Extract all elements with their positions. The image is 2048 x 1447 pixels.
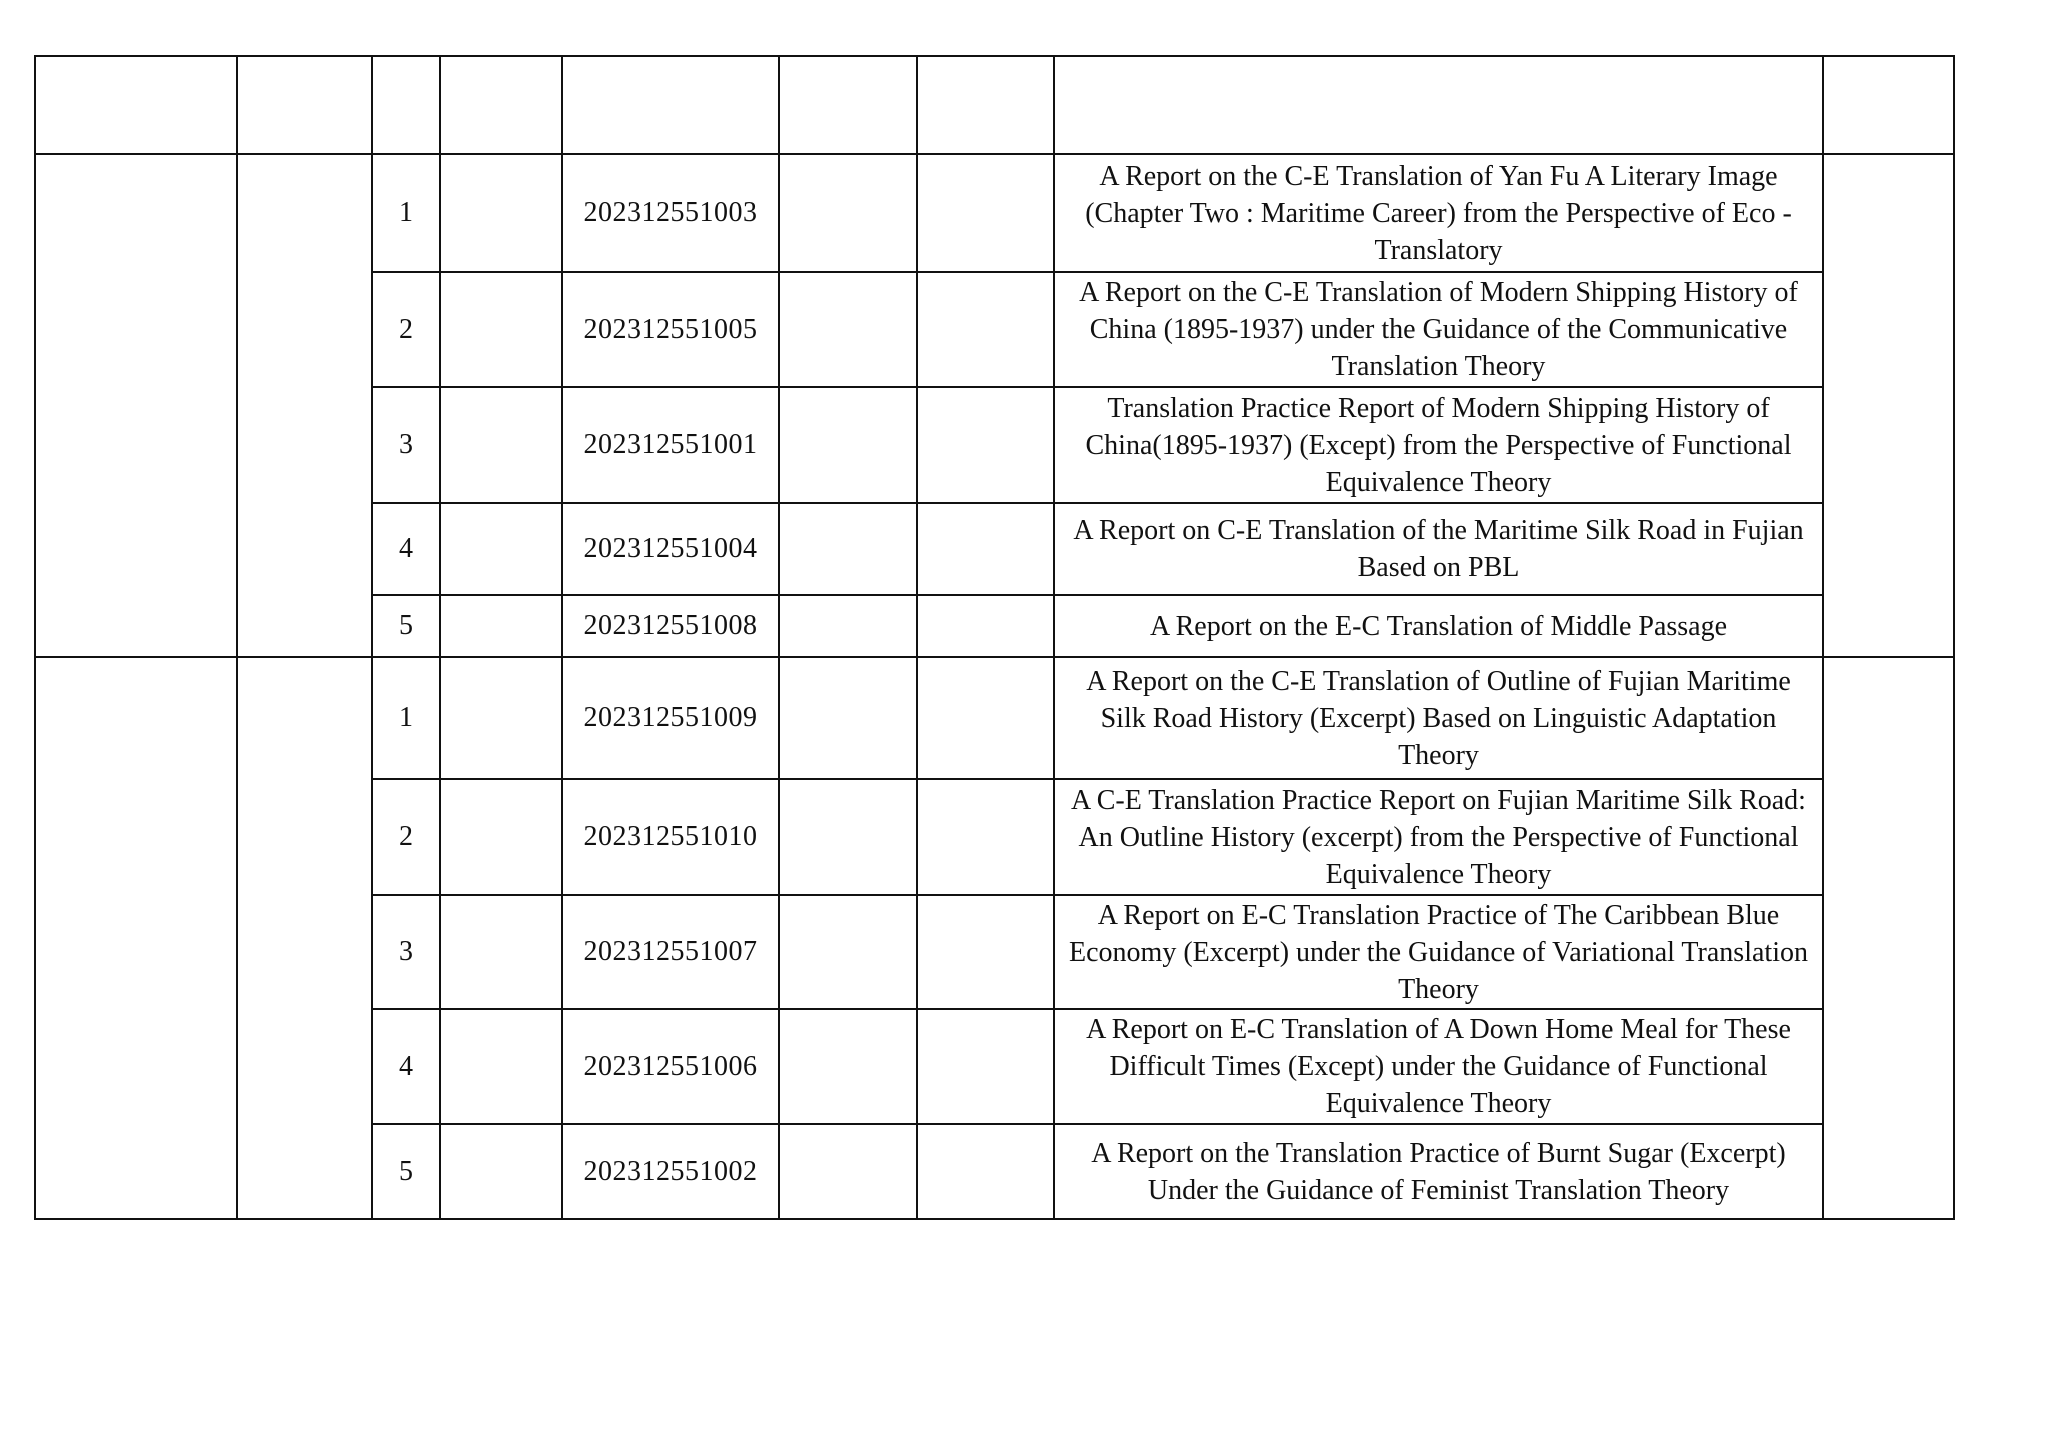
header-panel-members [237, 56, 372, 154]
external-advisor-cell [917, 1124, 1054, 1219]
internal-advisor-cell [779, 595, 917, 657]
internal-advisor-cell [779, 272, 917, 387]
student-id-cell: 202312551010 [562, 779, 779, 895]
student-id-cell: 202312551001 [562, 387, 779, 503]
student-name-cell [440, 272, 562, 387]
seq-cell: 2 [372, 779, 440, 895]
external-advisor-cell [917, 895, 1054, 1009]
student-name-cell [440, 154, 562, 272]
thesis-title-cell: A Report on the C-E Translation of Outline of Fujian Maritime Silk Road History (Excerpt) Based on Linguistic Adaptation Theory [1054, 657, 1823, 779]
header-group-place-time [35, 56, 237, 154]
thesis-proposal-schedule-table [34, 55, 1955, 1220]
student-id-cell: 202312551004 [562, 503, 779, 595]
student-id-cell: 202312551008 [562, 595, 779, 657]
thesis-title-cell: Translation Practice Report of Modern Shipping History of China(1895-1937) (Except) from the Perspective of Functional Equivalence Theory [1054, 387, 1823, 503]
header-secretary [1823, 56, 1954, 154]
seq-cell: 1 [372, 657, 440, 779]
student-id-cell: 202312551003 [562, 154, 779, 272]
panel-members-cell [237, 657, 372, 1219]
header-seq [372, 56, 440, 154]
seq-cell: 4 [372, 1009, 440, 1124]
student-name-cell [440, 1124, 562, 1219]
internal-advisor-cell [779, 1009, 917, 1124]
table-header-row [35, 56, 1954, 154]
external-advisor-cell [917, 657, 1054, 779]
seq-cell: 4 [372, 503, 440, 595]
student-name-cell [440, 657, 562, 779]
external-advisor-cell [917, 387, 1054, 503]
header-student-id [562, 56, 779, 154]
header-thesis-title [1054, 56, 1823, 154]
external-advisor-cell [917, 1009, 1054, 1124]
internal-advisor-cell [779, 779, 917, 895]
thesis-title-cell: A Report on C-E Translation of the Maritime Silk Road in Fujian Based on PBL [1054, 503, 1823, 595]
external-advisor-cell [917, 154, 1054, 272]
student-name-cell [440, 595, 562, 657]
internal-advisor-cell [779, 895, 917, 1009]
student-name-cell [440, 1009, 562, 1124]
external-advisor-cell [917, 595, 1054, 657]
seq-cell: 2 [372, 272, 440, 387]
thesis-title-cell: A Report on the E-C Translation of Middle Passage [1054, 595, 1823, 657]
student-id-cell: 202312551007 [562, 895, 779, 1009]
table-row [35, 154, 1954, 272]
panel-members-cell [237, 154, 372, 657]
external-advisor-cell [917, 779, 1054, 895]
table-row [35, 657, 1954, 779]
seq-cell: 5 [372, 1124, 440, 1219]
seq-cell: 5 [372, 595, 440, 657]
seq-cell: 3 [372, 895, 440, 1009]
student-id-cell: 202312551005 [562, 272, 779, 387]
group-info-cell [35, 657, 237, 1219]
secretary-cell [1823, 657, 1954, 1219]
thesis-title-cell: A Report on the C-E Translation of Modern Shipping History of China (1895-1937) under the Guidance of the Communicative Translation Theory [1054, 272, 1823, 387]
student-name-cell [440, 387, 562, 503]
seq-cell: 3 [372, 387, 440, 503]
seq-cell: 1 [372, 154, 440, 272]
student-name-cell [440, 779, 562, 895]
student-name-cell [440, 503, 562, 595]
header-internal-advisor [779, 56, 917, 154]
group-info-cell [35, 154, 237, 657]
internal-advisor-cell [779, 154, 917, 272]
thesis-title-cell: A Report on the C-E Translation of Yan Fu A Literary Image (Chapter Two : Maritime Career) from the Perspective of Eco - Translatory [1054, 154, 1823, 272]
internal-advisor-cell [779, 387, 917, 503]
thesis-title-cell: A C-E Translation Practice Report on Fujian Maritime Silk Road: An Outline History (excerpt) from the Perspective of Functional Equivalence Theory [1054, 779, 1823, 895]
internal-advisor-cell [779, 1124, 917, 1219]
thesis-title-cell: A Report on E-C Translation of A Down Home Meal for These Difficult Times (Except) under the Guidance of Functional Equivalence Theory [1054, 1009, 1823, 1124]
student-id-cell: 202312551006 [562, 1009, 779, 1124]
student-id-cell: 202312551009 [562, 657, 779, 779]
internal-advisor-cell [779, 503, 917, 595]
external-advisor-cell [917, 503, 1054, 595]
thesis-title-cell: A Report on E-C Translation Practice of The Caribbean Blue Economy (Excerpt) under the Guidance of Variational Translation Theory [1054, 895, 1823, 1009]
secretary-cell [1823, 154, 1954, 657]
student-name-cell [440, 895, 562, 1009]
external-advisor-cell [917, 272, 1054, 387]
thesis-title-cell: A Report on the Translation Practice of Burnt Sugar (Excerpt) Under the Guidance of Feminist Translation Theory [1054, 1124, 1823, 1219]
header-external-advisor [917, 56, 1054, 154]
header-name [440, 56, 562, 154]
internal-advisor-cell [779, 657, 917, 779]
student-id-cell: 202312551002 [562, 1124, 779, 1219]
